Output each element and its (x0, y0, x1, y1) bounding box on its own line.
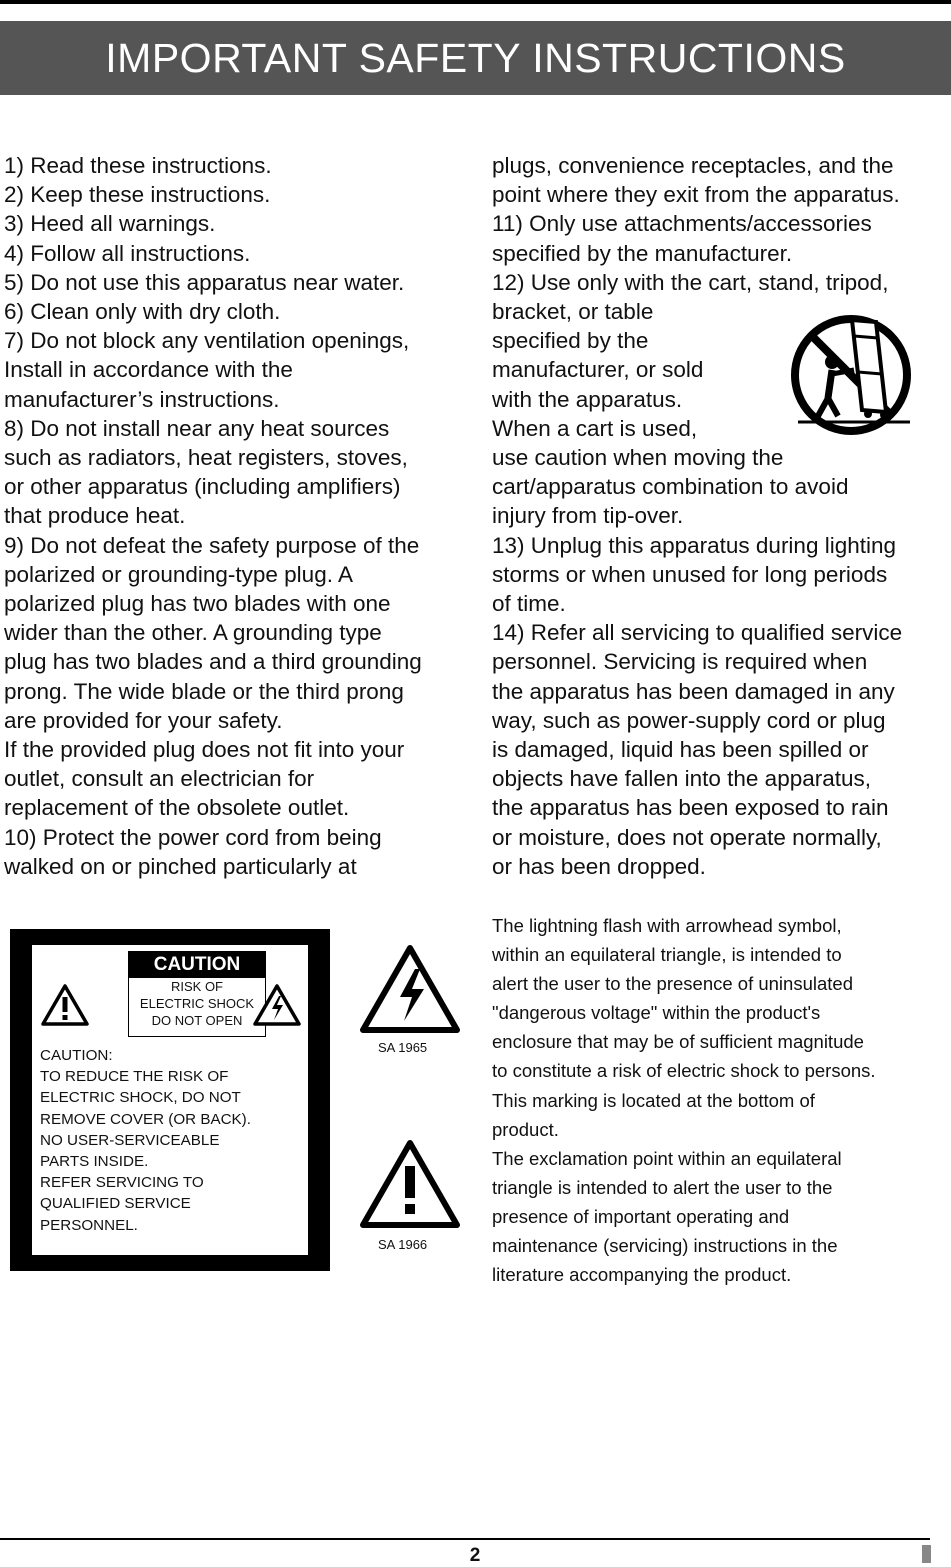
text-line: Install in accordance with the (4, 357, 293, 383)
caution-label-panel (32, 945, 308, 1255)
text-line: plug has two blades and a third grounding (4, 649, 422, 675)
text-line: CAUTION: (40, 1047, 113, 1064)
text-line: maintenance (servicing) instructions in the (492, 1235, 838, 1257)
text-line: storms or when unused for long periods (492, 561, 888, 587)
text-line: 2) Keep these instructions. (4, 182, 271, 208)
sa1965-label: SA 1965 (378, 1040, 428, 1055)
text-line: REMOVE COVER (OR BACK). (40, 1110, 251, 1128)
text-line: plugs, convenience receptacles, and the (492, 153, 894, 178)
cart-tip-over-icon (788, 312, 914, 440)
text-line: NO USER-SERVICEABLE (40, 1131, 220, 1149)
text-line: use caution when moving the (492, 445, 784, 471)
text-line: 10) Protect the power cord from being (4, 824, 382, 850)
text-line: to constitute a risk of electric shock to persons. (492, 1060, 876, 1082)
text-line: This marking is located at the bottom of (492, 1089, 815, 1111)
text-line: When a cart is used, (492, 415, 698, 441)
text-line: or other apparatus (including amplifiers) (4, 474, 401, 500)
text-line: triangle is intended to alert the user to the (492, 1176, 833, 1198)
lightning-flash-triangle-icon (358, 943, 462, 1035)
text-line: RISK OF (170, 979, 223, 994)
page-number: 2 (469, 1545, 481, 1566)
text-line: 7) Do not block any ventilation openings, (4, 328, 410, 354)
left-instructions-column (4, 151, 422, 881)
caution-body-text (40, 1045, 251, 1236)
text-line: literature accompanying the product. (492, 1264, 792, 1286)
text-line: 14) Refer all servicing to qualified service (492, 620, 903, 646)
text-line: alert the user to the presence of uninsulated (492, 973, 853, 995)
text-line: specified by the (492, 328, 649, 354)
text-line: 12) Use only with the cart, stand, tripod, (492, 269, 889, 295)
text-line: If the provided plug does not fit into your (4, 737, 405, 763)
text-line: manufacturer’s instructions. (4, 386, 280, 412)
text-line: 11) Only use attachments/accessories (492, 211, 872, 237)
text-line: PERSONNEL. (40, 1216, 138, 1234)
page-title: IMPORTANT SAFETY INSTRUCTIONS (0, 21, 951, 95)
text-line: ELECTRIC SHOCK, DO NOT (40, 1089, 241, 1107)
text-line: polarized or grounding-type plug. A (4, 561, 353, 587)
text-line: wider than the other. A grounding type (4, 620, 382, 646)
text-line: the apparatus has been damaged in any (492, 678, 895, 704)
text-line: REFER SERVICING TO (40, 1174, 204, 1192)
caution-title: CAUTION (129, 952, 265, 978)
text-line: point where they exit from the apparatus. (492, 182, 900, 208)
text-line: 13) Unplug this apparatus during lighting (492, 532, 897, 558)
text-line: manufacturer, or sold (492, 357, 704, 383)
text-line: specified by the manufacturer. (492, 240, 793, 266)
exclamation-triangle-icon (40, 983, 90, 1027)
right-instructions-column (492, 151, 902, 881)
symbol-explanation (492, 911, 876, 1289)
text-line: the apparatus has been exposed to rain (492, 795, 889, 821)
text-line: ELECTRIC SHOCK (139, 996, 255, 1011)
text-line: objects have fallen into the apparatus, (492, 766, 872, 792)
text-line: bracket, or table (492, 299, 654, 325)
text-line: walked on or pinched particularly at (4, 853, 357, 879)
text-line: are provided for your safety. (4, 707, 283, 733)
text-line: The exclamation point within an equilateral (492, 1147, 842, 1169)
text-line: is damaged, liquid has been spilled or (492, 737, 869, 763)
text-line: injury from tip-over. (492, 503, 684, 529)
lightning-triangle-icon (252, 983, 302, 1027)
text-line: "dangerous voltage" within the product's (492, 1002, 821, 1024)
text-line: TO REDUCE THE RISK OF (40, 1068, 229, 1086)
text-line: PARTS INSIDE. (40, 1153, 149, 1171)
text-line: that produce heat. (4, 503, 186, 529)
text-line: DO NOT OPEN (151, 1013, 243, 1028)
text-line: 9) Do not defeat the safety purpose of the (4, 532, 420, 558)
top-rule (0, 0, 951, 4)
text-line: enclosure that may be of sufficient magnitude (492, 1031, 864, 1053)
text-line: personnel. Servicing is required when (492, 649, 868, 675)
text-line: 8) Do not install near any heat sources (4, 415, 390, 441)
text-line: presence of important operating and (492, 1205, 790, 1227)
sa1966-label: SA 1966 (378, 1237, 428, 1252)
text-line: 1) Read these instructions. (4, 153, 272, 178)
caution-label (10, 929, 330, 1271)
text-line: cart/apparatus combination to avoid (492, 474, 849, 500)
text-line: polarized plug has two blades with one (4, 591, 391, 617)
text-line: within an equilateral triangle, is intended to (492, 944, 842, 966)
exclamation-point-triangle-icon (358, 1138, 462, 1230)
text-line: with the apparatus. (492, 386, 683, 412)
text-line: or moisture, does not operate normally, (492, 824, 882, 850)
text-line: prong. The wide blade or the third prong (4, 678, 404, 704)
text-line: of time. (492, 591, 566, 617)
caution-title-box (128, 951, 266, 1037)
footer-rule (0, 1538, 930, 1540)
text-line: way, such as power-supply cord or plug (492, 707, 886, 733)
text-line: outlet, consult an electrician for (4, 766, 315, 792)
text-line: or has been dropped. (492, 853, 706, 879)
text-line: 3) Heed all warnings. (4, 211, 216, 237)
caution-risk-text (129, 978, 265, 1029)
text-line: The lightning flash with arrowhead symbol, (492, 915, 842, 936)
text-line: 6) Clean only with dry cloth. (4, 299, 281, 325)
text-line: 5) Do not use this apparatus near water. (4, 269, 405, 295)
text-line: product. (492, 1118, 559, 1140)
text-line: such as radiators, heat registers, stoves, (4, 445, 408, 471)
text-line: 4) Follow all instructions. (4, 240, 251, 266)
text-line: QUALIFIED SERVICE (40, 1195, 191, 1213)
page-marker (922, 1545, 931, 1563)
text-line: replacement of the obsolete outlet. (4, 795, 350, 821)
